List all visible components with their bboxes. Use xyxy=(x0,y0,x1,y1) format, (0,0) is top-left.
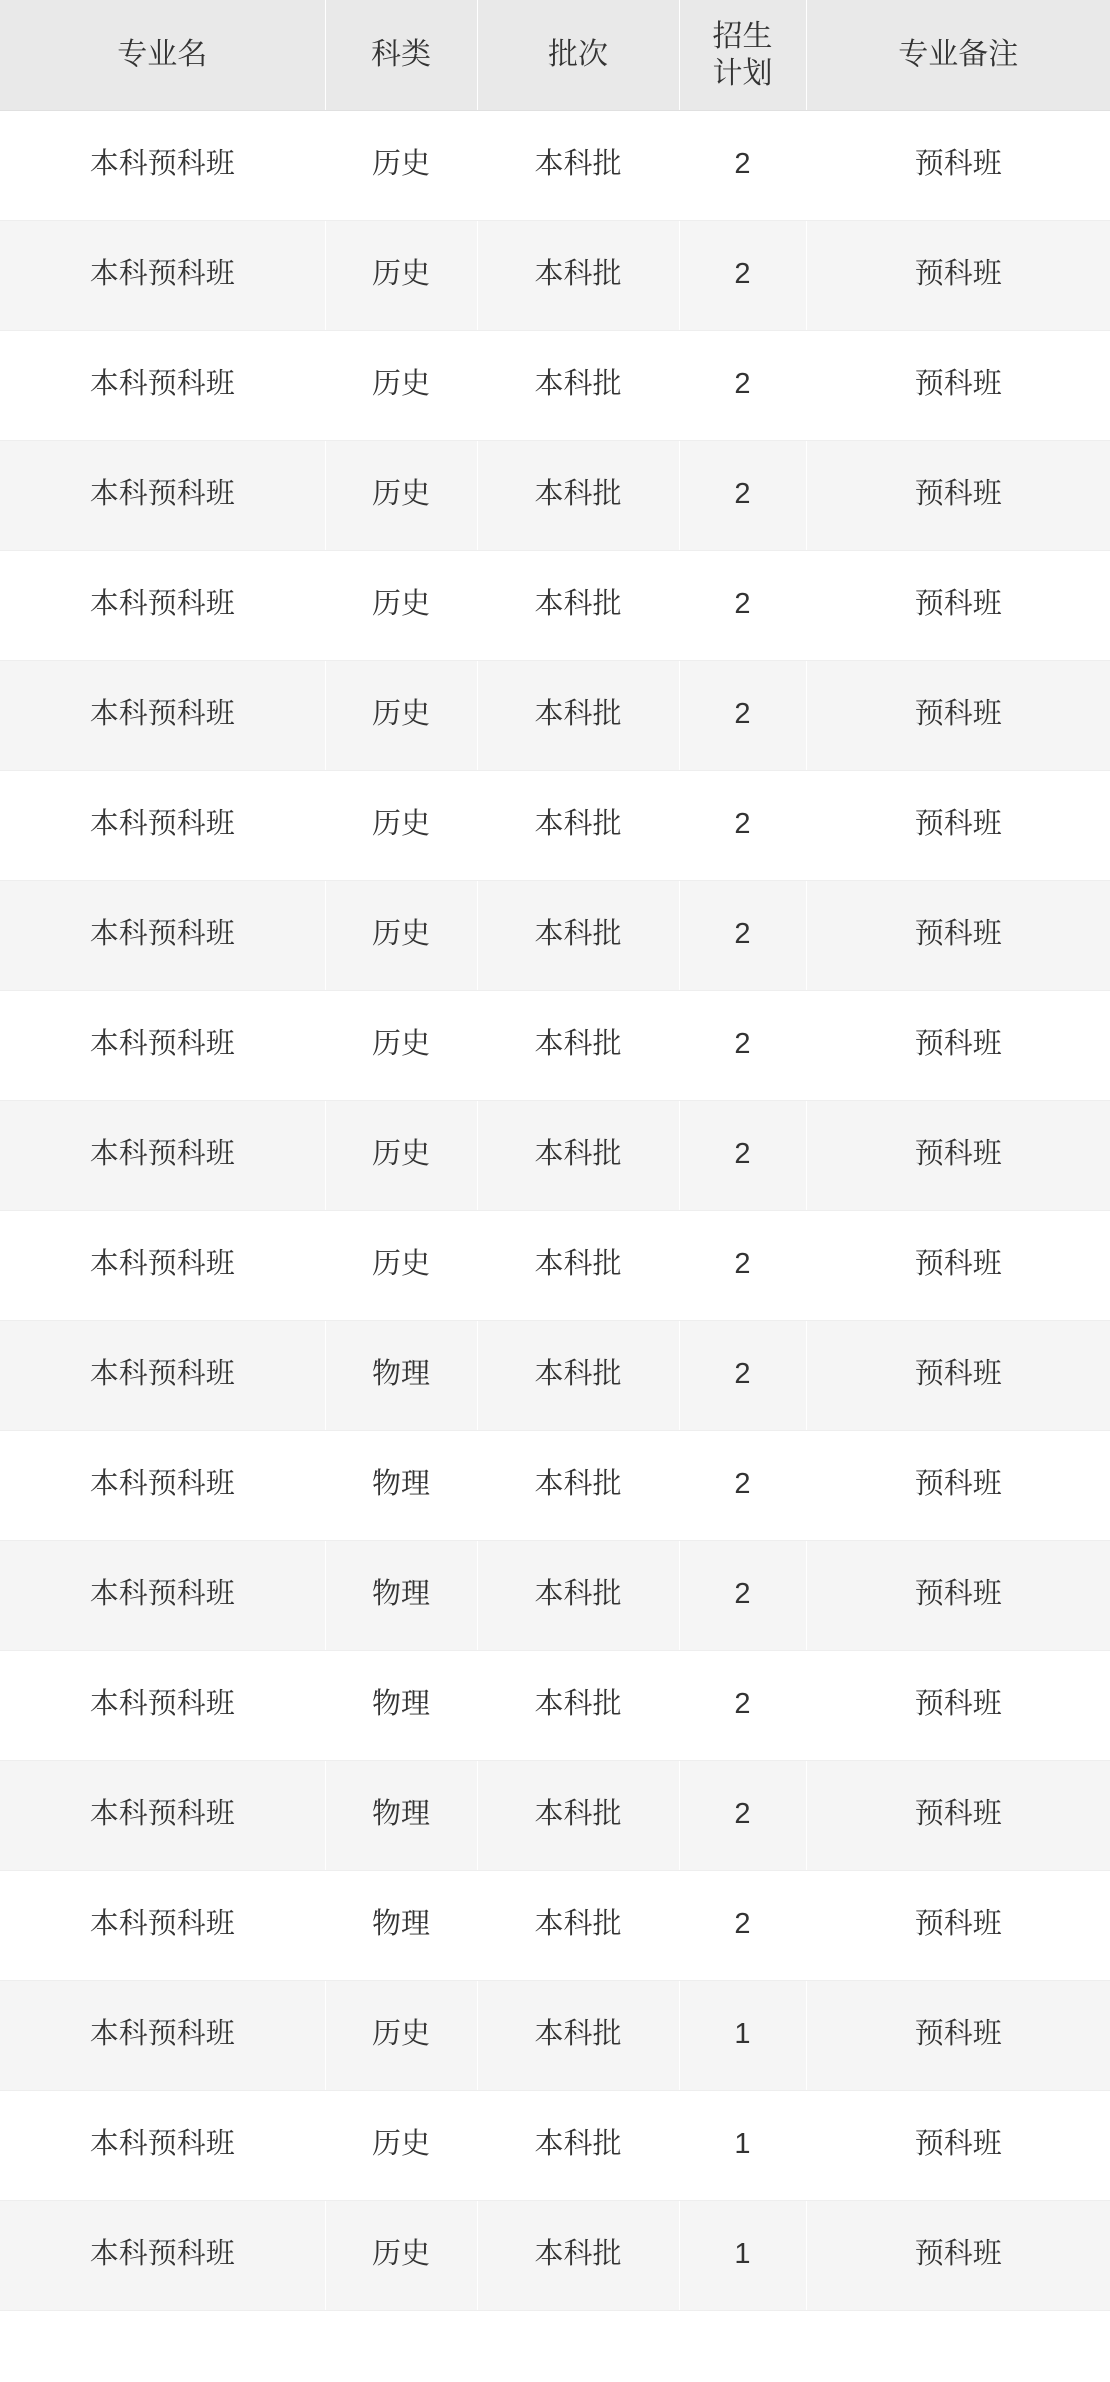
table-cell-batch: 本科批 xyxy=(477,1650,679,1760)
table-cell-remark: 预科班 xyxy=(806,2200,1110,2310)
table-cell-major: 本科预科班 xyxy=(0,1210,325,1320)
table-cell-remark: 预科班 xyxy=(806,1760,1110,1870)
table-row xyxy=(0,2200,1110,2310)
table-cell-batch: 本科批 xyxy=(477,2200,679,2310)
table-cell-batch: 本科批 xyxy=(477,1100,679,1210)
table-cell-remark: 预科班 xyxy=(806,2090,1110,2200)
table-cell-plan: 2 xyxy=(679,770,806,880)
column-header-category-label: 科类 xyxy=(371,38,431,72)
table-cell-remark: 预科班 xyxy=(806,1210,1110,1320)
table-cell-plan: 2 xyxy=(679,1430,806,1540)
column-header-major-label: 专业名 xyxy=(117,38,208,72)
table-row xyxy=(0,1430,1110,1540)
table-cell-remark: 预科班 xyxy=(806,880,1110,990)
table-cell-batch: 本科批 xyxy=(477,440,679,550)
table-cell-batch: 本科批 xyxy=(477,550,679,660)
table-cell-plan: 2 xyxy=(679,1320,806,1430)
table-cell-category: 历史 xyxy=(325,880,477,990)
table-cell-batch: 本科批 xyxy=(477,1980,679,2090)
table-row xyxy=(0,660,1110,770)
table-cell-remark: 预科班 xyxy=(806,660,1110,770)
table-row xyxy=(0,330,1110,440)
column-header-plan xyxy=(679,0,806,110)
table-cell-batch: 本科批 xyxy=(477,110,679,220)
table-cell-remark: 预科班 xyxy=(806,1320,1110,1430)
table-row xyxy=(0,880,1110,990)
table-cell-remark: 预科班 xyxy=(806,1870,1110,1980)
table-cell-major: 本科预科班 xyxy=(0,990,325,1100)
table-cell-category: 历史 xyxy=(325,660,477,770)
table-cell-plan: 2 xyxy=(679,220,806,330)
table-cell-category: 物理 xyxy=(325,1650,477,1760)
table-cell-batch: 本科批 xyxy=(477,1320,679,1430)
table-cell-plan: 1 xyxy=(679,2090,806,2200)
table-cell-plan: 2 xyxy=(679,550,806,660)
table-cell-category: 物理 xyxy=(325,1430,477,1540)
table-cell-category: 历史 xyxy=(325,1210,477,1320)
table-cell-category: 历史 xyxy=(325,1980,477,2090)
table-cell-batch: 本科批 xyxy=(477,1760,679,1870)
table-cell-major: 本科预科班 xyxy=(0,770,325,880)
table-cell-major: 本科预科班 xyxy=(0,110,325,220)
table-cell-major: 本科预科班 xyxy=(0,2090,325,2200)
table-cell-batch: 本科批 xyxy=(477,660,679,770)
table-cell-plan: 2 xyxy=(679,110,806,220)
table-cell-batch: 本科批 xyxy=(477,1870,679,1980)
table-cell-remark: 预科班 xyxy=(806,550,1110,660)
table-cell-category: 历史 xyxy=(325,2200,477,2310)
table-cell-plan: 1 xyxy=(679,2200,806,2310)
column-header-major xyxy=(0,0,325,110)
table-cell-category: 物理 xyxy=(325,1760,477,1870)
table-cell-batch: 本科批 xyxy=(477,2090,679,2200)
table-cell-major: 本科预科班 xyxy=(0,1650,325,1760)
table-cell-plan: 2 xyxy=(679,330,806,440)
table-cell-category: 物理 xyxy=(325,1870,477,1980)
table-header-row xyxy=(0,0,1110,110)
table-cell-plan: 2 xyxy=(679,1540,806,1650)
table-cell-remark: 预科班 xyxy=(806,1540,1110,1650)
table-cell-plan: 2 xyxy=(679,990,806,1100)
table-header xyxy=(0,0,1110,110)
table-body xyxy=(0,110,1110,2310)
table-cell-category: 历史 xyxy=(325,440,477,550)
table-cell-batch: 本科批 xyxy=(477,880,679,990)
table-cell-category: 历史 xyxy=(325,770,477,880)
table-cell-remark: 预科班 xyxy=(806,1650,1110,1760)
table-cell-plan: 2 xyxy=(679,880,806,990)
table-cell-major: 本科预科班 xyxy=(0,880,325,990)
table-row xyxy=(0,550,1110,660)
table-cell-plan: 1 xyxy=(679,1980,806,2090)
column-header-batch xyxy=(477,0,679,110)
table-cell-category: 历史 xyxy=(325,220,477,330)
table-cell-major: 本科预科班 xyxy=(0,330,325,440)
column-header-plan-label-line1: 招生 xyxy=(712,19,773,53)
table-cell-major: 本科预科班 xyxy=(0,550,325,660)
table-cell-category: 历史 xyxy=(325,330,477,440)
table-row xyxy=(0,990,1110,1100)
table-cell-plan: 2 xyxy=(679,1650,806,1760)
table-row xyxy=(0,110,1110,220)
table-cell-batch: 本科批 xyxy=(477,1540,679,1650)
table-cell-remark: 预科班 xyxy=(806,1430,1110,1540)
table-cell-major: 本科预科班 xyxy=(0,1760,325,1870)
table-cell-major: 本科预科班 xyxy=(0,1430,325,1540)
table-row xyxy=(0,220,1110,330)
column-header-batch-label: 批次 xyxy=(548,38,608,72)
table-cell-batch: 本科批 xyxy=(477,770,679,880)
column-header-remark-label: 专业备注 xyxy=(898,38,1019,72)
table-cell-remark: 预科班 xyxy=(806,220,1110,330)
table-cell-category: 历史 xyxy=(325,550,477,660)
table-cell-major: 本科预科班 xyxy=(0,1540,325,1650)
table-cell-major: 本科预科班 xyxy=(0,1100,325,1210)
table-cell-plan: 2 xyxy=(679,1210,806,1320)
table-cell-remark: 预科班 xyxy=(806,990,1110,1100)
table-cell-major: 本科预科班 xyxy=(0,2200,325,2310)
table-cell-major: 本科预科班 xyxy=(0,440,325,550)
table-cell-category: 物理 xyxy=(325,1540,477,1650)
table-cell-remark: 预科班 xyxy=(806,440,1110,550)
column-header-plan-label-line2: 计划 xyxy=(712,56,773,90)
table-row xyxy=(0,1320,1110,1430)
table-cell-remark: 预科班 xyxy=(806,770,1110,880)
table-row xyxy=(0,1650,1110,1760)
table-cell-plan: 2 xyxy=(679,660,806,770)
table-cell-major: 本科预科班 xyxy=(0,1870,325,1980)
table-cell-major: 本科预科班 xyxy=(0,220,325,330)
table-cell-plan: 2 xyxy=(679,1870,806,1980)
table-cell-major: 本科预科班 xyxy=(0,660,325,770)
table-row xyxy=(0,1870,1110,1980)
table-cell-major: 本科预科班 xyxy=(0,1980,325,2090)
table-row xyxy=(0,1760,1110,1870)
table-cell-plan: 2 xyxy=(679,1100,806,1210)
table-row xyxy=(0,1540,1110,1650)
table-cell-category: 历史 xyxy=(325,2090,477,2200)
table-cell-category: 历史 xyxy=(325,110,477,220)
table-row xyxy=(0,1100,1110,1210)
table-cell-remark: 预科班 xyxy=(806,110,1110,220)
table-cell-remark: 预科班 xyxy=(806,1980,1110,2090)
table-cell-batch: 本科批 xyxy=(477,990,679,1100)
table-cell-major: 本科预科班 xyxy=(0,1320,325,1430)
table-cell-category: 历史 xyxy=(325,990,477,1100)
table-cell-batch: 本科批 xyxy=(477,1430,679,1540)
table-cell-category: 历史 xyxy=(325,1100,477,1210)
table-cell-category: 物理 xyxy=(325,1320,477,1430)
table-row xyxy=(0,770,1110,880)
table-cell-batch: 本科批 xyxy=(477,330,679,440)
column-header-remark xyxy=(806,0,1110,110)
table-row xyxy=(0,1980,1110,2090)
table-cell-plan: 2 xyxy=(679,440,806,550)
table-row xyxy=(0,440,1110,550)
table-row xyxy=(0,2090,1110,2200)
table-cell-batch: 本科批 xyxy=(477,1210,679,1320)
column-header-category xyxy=(325,0,477,110)
table-cell-plan: 2 xyxy=(679,1760,806,1870)
table-row xyxy=(0,1210,1110,1320)
table-cell-remark: 预科班 xyxy=(806,1100,1110,1210)
table-cell-remark: 预科班 xyxy=(806,330,1110,440)
table-cell-batch: 本科批 xyxy=(477,220,679,330)
